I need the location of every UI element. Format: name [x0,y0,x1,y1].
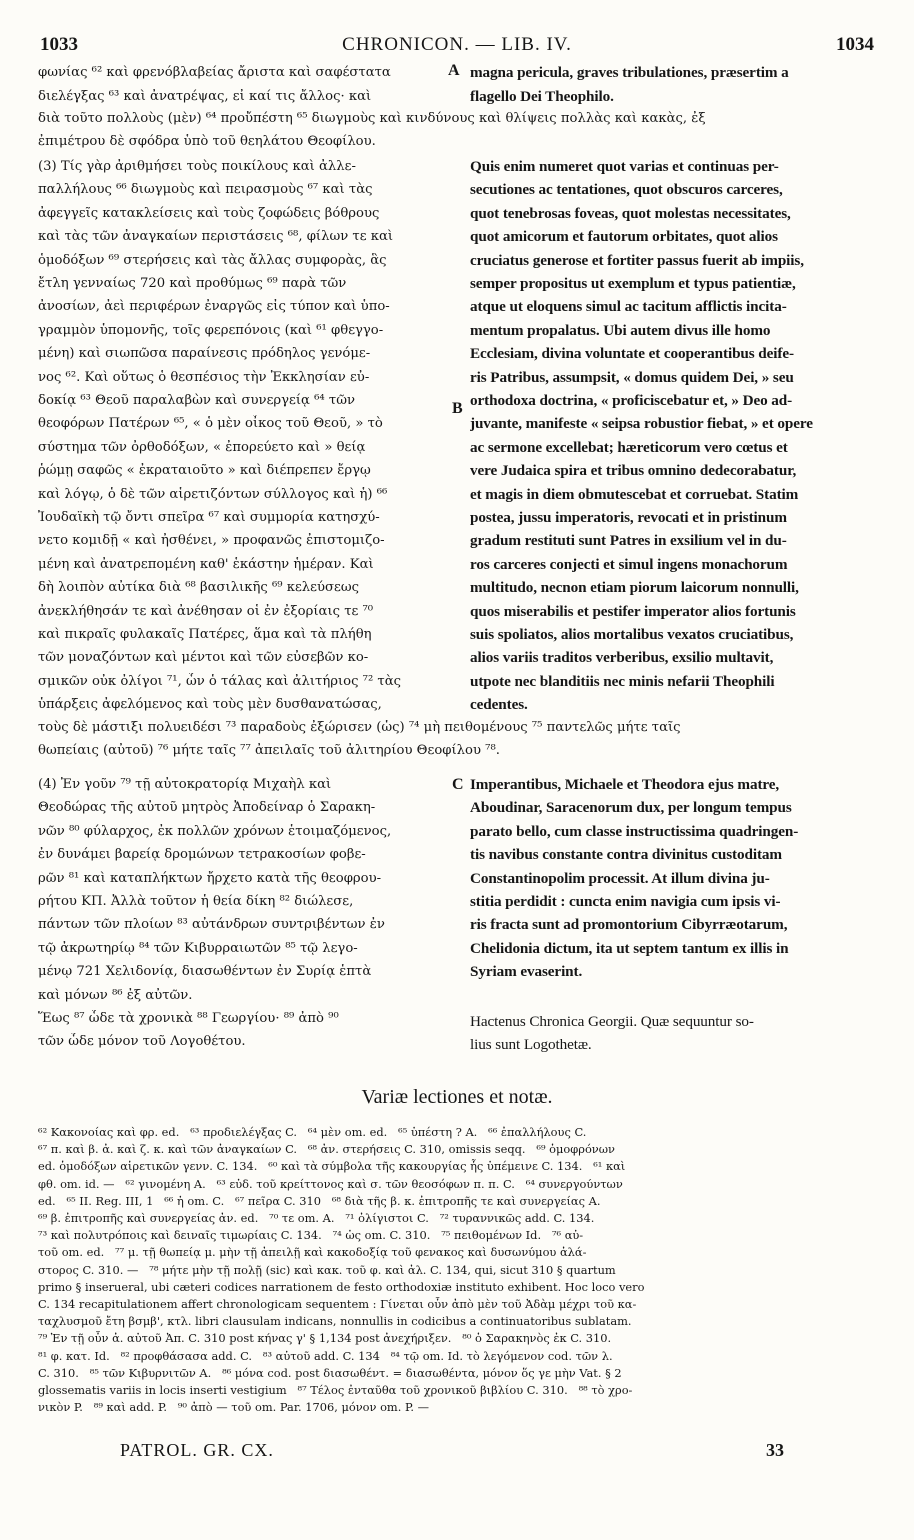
note-line: ed. ⁶⁵ II. Reg. III, 1 ⁶⁶ ἡ om. C. ⁶⁷ πεῖρα C. 310 ⁶⁸ διὰ τῆς β. κ. ἐπιτροπῆς τε καὶ συνεργείας A. [38,1193,601,1208]
note-line: νικὸν P. ⁸⁹ καὶ add. P. ⁹⁰ ἀπὸ — τοῦ om. Par. 1706, μόνον om. P. — [38,1400,429,1415]
latin-line: magna pericula, graves tribulationes, præsertim a [470,64,789,81]
margin-marker-b: B [452,400,463,417]
greek-line: ἐν δυνάμει βαρείᾳ δρομώνων τετρακοσίων φοβε- [38,847,366,863]
latin-line: Syriam evaserint. [470,963,583,981]
greek-line: νος ⁶². Καὶ οὕτως ὁ θεσπέσιος τὴν Ἐκκλησίαν εὐ- [38,369,370,385]
latin-line: atque ut eloquens simul ac tacitum afflictis incita- [470,298,787,316]
greek-line: νετο κομιδῇ « καὶ ἠσθένει, » προφανῶς ἐπιστομιζο- [38,533,385,549]
note-line: C. 134 recapitulationem affert chronologicam sequentem : Γίνεται οὖν ἀπὸ μὲν τοῦ Ἀδὰμ μέχρι τοῦ κα- [38,1297,637,1311]
greek-line: διελέγξας ⁶³ καὶ ἀνατρέψας, εἰ καί τις ἄλλος· καὶ [38,89,372,104]
latin-line: Quis enim numeret quot varias et continuas per- [470,158,779,175]
latin-line: secutiones ac tentationes, quot obscuros carceres, [470,181,783,199]
greek-line: (4) Ἐν γοῦν ⁷⁹ τῇ αὐτοκρατορίᾳ Μιχαὴλ καὶ [38,777,332,792]
latin-line: flagello Dei Theophilo. [470,88,614,105]
greek-full-line: διὰ τοῦτο πολλοὺς (μὲν) ⁶⁴ προὔπέστη ⁶⁵ διωγμοὺς καὶ κινδύνους καὶ θλίψεις πολλὰς καὶ κακὰς, ἐξ [38,111,706,126]
greek-line: γραμμὸν ὑπομονῆς, τοῖς φερεπόνοις (καὶ ⁶¹ φθεγγο- [38,322,384,338]
latin-line: tis navibus constante contra divinitus custoditam [470,846,782,864]
note-line: ⁷³ καὶ πολυτρόποις καὶ δειναῖς τιμωρίαις C. 134. ⁷⁴ ὡς om. C. 310. ⁷⁵ πειθομένων Id. ⁷⁶ αὐ- [38,1228,584,1243]
greek-line: δοκίᾳ ⁶³ Θεοῦ παραλαβὼν καὶ συνεργείᾳ ⁶⁴ τῶν [38,393,355,408]
greek-line: φωνίας ⁶² καὶ φρενόβλαβείας ἄριστα καὶ σαφέστατα [38,65,391,80]
latin-line: Constantinopolim processit. At illum divina ju- [470,869,770,887]
latin-line: Aboudinar, Saracenorum dux, per longum tempus [470,799,792,817]
greek-line: μένη) καὶ σιωπῶσα παραίνεσις πρόδηλος γενόμε- [38,346,371,362]
latin-line: ros carceres conjecti et simul ingens monachorum [470,555,788,573]
greek-line: ἀνοσίων, ἀεὶ περιφέρων ἐναργῶς εἰς τύπον καὶ ὑπο- [38,299,390,315]
latin-line: utpote nec blanditiis nec minis nefarii Theophili [470,672,775,690]
latin-line: cruciatus generose et fortiter passus fuerit ab impiis, [470,251,804,269]
greek-line: Ἰουδαϊκὴ τῷ ὄντι σπεῖρα ⁶⁷ καὶ συμμορία κατησχύ- [38,510,380,525]
greek-line: καὶ μόνων ⁸⁶ ἐξ αὐτῶν. [38,987,193,1003]
latin-line: suis spoliatos, alios mortalibus vexatos cruciatibus, [470,626,794,643]
greek-line: τῶν ὧδε μόνον τοῦ Λογοθέτου. [38,1034,246,1050]
note-line: ed. ὁμοδόξων αἱρετικῶν γενν. C. 134. ⁶⁰ καὶ τὰ σύμβολα τῆς κακουργίας ἧς ὑπέμεινε C. 134. ⁶¹ καὶ [38,1159,626,1174]
latin-line: alios variis traditos verberibus, exsilio multavit, [470,649,774,667]
latin-line: stitia perdidit : cuncta enim navigia cum ipsis vi- [470,893,781,910]
note-line: glossematis variis in locis inserti vestigium ⁸⁷ Τέλος ἐνταῦθα τοῦ χρονικοῦ βιβλίου C. 310. ⁸⁸ τὸ χρο- [38,1383,633,1397]
latin-line: quos miserabilis et pestifer imperator alios fortunis [470,602,796,620]
greek-line: ῥώμῃ σαφῶς « ἐκραταιοῦτο » καὶ διέπρεπεν ἔργῳ [38,463,371,479]
latin-line: mentum propalatus. Ubi autem divus ille homo [470,321,771,339]
latin-line: parato bello, cum classe instructissima quadringen- [470,822,799,840]
greek-line: ἔτλη γενναίως 720 καὶ προθύμως ⁶⁹ παρὰ τῶν [38,276,347,291]
greek-line: σύστημα τῶν ὀρθοδόξων, « ἐπορεύετο καὶ » θείᾳ [38,439,366,455]
greek-line: ὁμοδόξων ⁶⁹ στερήσεις καὶ τὰς ἄλλας συμφορὰς, ἃς [38,252,387,268]
latin-closing-line: lius sunt Logothetæ. [470,1036,592,1053]
greek-line: ἀνεκλήθησάν τε καὶ ἀνέθησαν οἱ ἐν ἐξορίαις τε ⁷⁰ [38,603,374,619]
greek-full-line: θωπείαις (αὐτοῦ) ⁷⁶ μήτε ταῖς ⁷⁷ ἀπειλαῖς τοῦ ἀλιτηρίου Θεοφίλου ⁷⁸. [38,743,500,758]
note-line: ταχλυσμοῦ ἔτη βσμβ', κτλ. libri clausulam indicans, nonnullis in codicibus a continuatoribus sublatam. [38,1314,632,1329]
greek-line: νῶν ⁸⁰ φύλαρχος, ἐκ πολλῶν χρόνων ἑτοιμαζόμενος, [38,823,392,839]
greek-line: ἀφεγγεῖς κατακλείσεις καὶ τοὺς ζοφώδεις βόθρους [38,205,380,221]
latin-line: Chelidonia dictum, ita ut septem tantum ex illis in [470,939,789,957]
note-line: φθ. om. id. — ⁶² γινομένη A. ⁶³ εὐδ. τοῦ κρείττονος καὶ σ. τῶν θεοσόφων π. π. C. ⁶⁴ συνεργούντων [38,1176,623,1191]
greek-line: μένῳ 721 Χελιδονίᾳ, διασωθέντων ἐν Συρίᾳ ἑπτὰ [38,964,372,980]
greek-line: καὶ λόγῳ, ὁ δὲ τῶν αἱρετιζόντων σύλλογος καὶ ἡ) ⁶⁶ [38,486,388,502]
footer-signature-number: 33 [766,1440,784,1460]
greek-line: σμικῶν οὐκ ὀλίγοι ⁷¹, ὧν ὁ τάλας καὶ ἀλιτήριος ⁷² τὰς [38,673,402,689]
latin-line: gradum restituti sunt Patres in exsilium vel in du- [470,532,787,550]
footer-collection-label: PATROL. GR. CX. [120,1440,274,1460]
latin-line: ris Patribus, assumpsit, « domus quidem Dei, » seu [470,368,794,386]
greek-line: (3) Τίς γὰρ ἀριθμήσει τοὺς ποικίλους καὶ ἀλλε- [38,159,356,174]
greek-line: ὑπάρξεις ἀφελόμενος καὶ τοὺς μὲν δυσθανατώσας, [38,697,382,713]
note-line: ⁶² Κακονοίας καὶ φρ. ed. ⁶³ προδιελέγξας C. ⁶⁴ μὲν om. ed. ⁶⁵ ὑπέστη ? A. ⁶⁶ ἐπαλλήλους C. [38,1125,587,1139]
latin-line: postea, jussu imperatoris, revocati et in pristinum [470,509,787,526]
notes-heading: Variæ lectiones et notæ. [361,1086,553,1108]
greek-full-line: τοὺς δὲ μάστιξι πολυειδέσι ⁷³ παραδοὺς ἐξώρισεν (ὡς) ⁷⁴ μὴ πειθομένους ⁷⁵ παντελῶς μήτε ταῖς [38,720,681,735]
latin-line: vere Judaica spira et tribus omnino dedecorabatur, [470,462,797,480]
latin-line: multitudo, necnon etiam piorum laicorum nonnulli, [470,579,799,597]
latin-closing-line: Hactenus Chronica Georgii. Quæ sequuntur so- [470,1013,754,1030]
greek-line: τῷ ἀκρωτηρίῳ ⁸⁴ τῶν Κιβυρραιωτῶν ⁸⁵ τῷ λεγο- [38,940,358,956]
margin-marker-a: A [448,62,460,79]
greek-line: ρῶν ⁸¹ καὶ καταπλήκτων ἤρχετο κατὰ τῆς θεοφρου- [38,870,382,886]
latin-line: quot tenebrosas foveas, quot molestas necessitates, [470,204,791,222]
latin-line: cedentes. [470,696,528,714]
greek-line: καὶ πικραῖς φυλακαῖς Πατέρες, ἅμα καὶ τὰ πλήθη [38,627,372,642]
latin-line: Imperantibus, Michaele et Theodora ejus matre, [470,776,780,793]
left-page-number: 1033 [40,34,78,55]
running-title: CHRONICON. — LIB. IV. [342,34,572,55]
greek-line: Ἕως ⁸⁷ ὧδε τὰ χρονικὰ ⁸⁸ Γεωργίου· ⁸⁹ ἀπὸ ⁹⁰ [38,1011,339,1026]
greek-line: καὶ τὰς τῶν ἀναγκαίων περιστάσεις ⁶⁸, φίλων τε καὶ [38,229,394,245]
greek-line: μένη καὶ ἀνατρεπομένη καθ' ἑκάστην ἡμέραν. Καὶ [38,556,374,572]
latin-line: Ecclesiam, divina voluntate et cooperantibus deife- [470,345,794,363]
greek-line: πάντων τῶν πλοίων ⁸³ αὐτάνδρων συντριβέντων ἐν [38,917,385,933]
note-line: ⁷⁹ Ἐν τῇ οὖν ἀ. αὐτοῦ Ἀπ. C. 310 post κήνας γ' § 1,134 post ἀνεχήριξεν. ⁸⁰ ὁ Σαρακηνὸς ἐκ C. 310. [38,1331,612,1346]
note-line: C. 310. ⁸⁵ τῶν Κιβυρνιτῶν A. ⁸⁶ μόνα cod. post διασωθέντ. = διασωθέντα, μόνον ὅς γε μὴν Vat. § 2 [38,1365,622,1380]
greek-line: Θεοδώρας τῆς αὐτοῦ μητρὸς Ἀποδείναρ ὁ Σαρακη- [38,800,376,816]
note-line: στορος C. 310. — ⁷⁸ μήτε μὴν τῇ πολῇ (sic) καὶ κακ. τοῦ φ. καὶ ἀλ. C. 134, qui, sicut 310 § quartum [38,1262,616,1277]
page-footer [40,1440,874,1464]
latin-line: ris fracta sunt ad promontorium Cibyrræotarum, [470,916,788,934]
latin-line: orthodoxa doctrina, « proficiscebatur et, » Deo ad- [470,392,793,409]
latin-line: ac sermone excellebat; hæreticorum vero cœtus et [470,438,788,456]
greek-line: παλλήλους ⁶⁶ διωγμοὺς καὶ πειρασμοὺς ⁶⁷ καὶ τὰς [38,182,373,198]
latin-line: et magis in diem obmutescebat et corruebat. Statim [470,485,799,503]
latin-line: quot amicorum et fautorum orbitates, quot alios [470,228,778,246]
note-line: ⁶⁹ β. ἐπιτροπῆς καὶ συνεργείας ἀν. ed. ⁷⁰ τε om. A. ⁷¹ ὀλίγιστοι C. ⁷² τυραννικῶς add. C. 134. [38,1211,595,1225]
latin-line: juvante, manifeste « seipsa robustior fiebat, » et opere [470,415,813,433]
note-line: ⁶⁷ π. καὶ β. ἀ. καὶ ζ. κ. καὶ τῶν ἀναγκαίων C. ⁶⁸ ἀν. στερήσεις C. 310, omissis seqq. ⁶⁹ ὁμοφρόνων [38,1142,615,1157]
greek-full-line: ἐπιμέτρου δὲ σφόδρα ὑπὸ τοῦ θεηλάτου Θεοφίλου. [38,134,376,149]
running-head [40,34,874,58]
right-page-number: 1034 [836,34,874,55]
greek-line: δὴ λοιπὸν αὐτίκα διὰ ⁶⁸ βασιλικῆς ⁶⁹ κελεύσεως [38,580,359,596]
greek-line: ρήτου ΚΠ. Ἀλλὰ τοῦτον ἡ θεία δίκη ⁸² διώλεσε, [38,894,354,909]
note-line: primo § inserueral, ubi cæteri codices narrationem de festo orthodoxiæ instituto exhibent. Hoc loco vero [38,1279,645,1294]
margin-marker-c: C [452,776,464,793]
note-line: ⁸¹ φ. κατ. Id. ⁸² προφθάσασα add. C. ⁸³ αὐτοῦ add. C. 134 ⁸⁴ τῷ om. Id. τὸ λεγόμενον cod. τῶν λ. [38,1348,613,1363]
greek-line: θεοφόρων Πατέρων ⁶⁵, « ὁ μὲν οἶκος τοῦ Θεοῦ, » τὸ [38,416,383,432]
latin-line: semper propositus ut exemplum et typus patientiæ, [470,275,796,292]
greek-line: τῶν μοναζόντων καὶ μέντοι καὶ τῶν εὐσεβῶν κο- [38,650,369,666]
note-line: τοῦ om. ed. ⁷⁷ μ. τῇ θωπείᾳ μ. μὴν τῇ ἀπειλῇ καὶ κακοδοξίᾳ τοῦ φενακος καὶ δυσωνύμου ἀλά- [38,1245,587,1260]
